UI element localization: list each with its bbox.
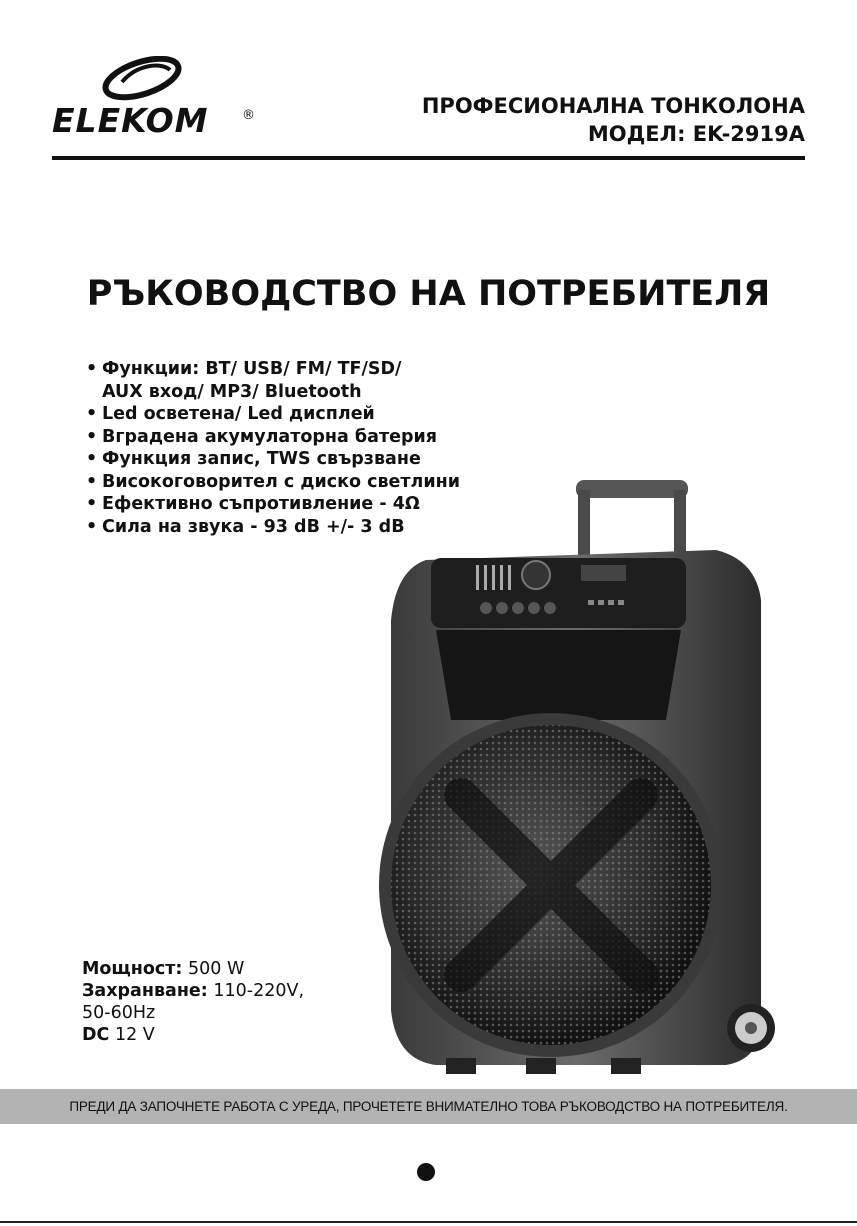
warning-banner: [0, 1089, 857, 1124]
feature-item: • Функции: BT/ USB/ FM/ TF/SD/: [86, 358, 460, 381]
spec-label: DC: [82, 1025, 110, 1045]
spec-value: 50-60Hz: [82, 1003, 156, 1023]
spec-value: 12 V: [114, 1025, 155, 1045]
feature-item: • Сила на звука - 93 dB +/- 3 dB: [86, 516, 460, 539]
control-panel: [431, 558, 686, 628]
feature-item: • Led осветена/ Led дисплей: [86, 403, 460, 426]
registered-mark: ®: [242, 108, 255, 123]
speaker-image: [376, 470, 796, 1080]
product-type: ПРОФЕСИОНАЛНА ТОНКОЛОНА: [421, 94, 805, 118]
header-divider: [52, 156, 805, 160]
specifications: [82, 958, 304, 1046]
page-marker-dot: [417, 1163, 435, 1181]
feature-item: • Функция запис, TWS свързване: [86, 448, 460, 471]
speaker-foot: [526, 1058, 556, 1074]
warning-text: ПРЕДИ ДА ЗАПОЧНЕТЕ РАБОТА С УРЕДА, ПРОЧЕТЕТЕ ВНИМАТЕЛНО ТОВА РЪКОВОДСТВО НА ПОТРЕБИТЕЛЯ.: [69, 1099, 788, 1114]
feature-item: • Ефективно съпротивление - 4Ω: [86, 493, 460, 516]
woofer-grille: [379, 713, 723, 1057]
product-header: [422, 92, 805, 148]
bottom-divider: [0, 1221, 857, 1223]
spec-dc: [82, 1024, 304, 1046]
spec-supply-freq: [82, 1002, 304, 1024]
model-number: МОДЕЛ: EK-2919A: [587, 122, 805, 146]
spec-power: [82, 958, 304, 980]
spec-value: 110-220V,: [213, 981, 305, 1001]
feature-item: • Вградена акумулаторна батерия: [86, 426, 460, 449]
spec-value: 500 W: [188, 959, 245, 979]
logo-wordmark: ELEKOM: [52, 101, 209, 140]
wheel: [727, 1004, 775, 1052]
feature-item: • Високоговорител с диско светлини: [86, 471, 460, 494]
spec-supply: [82, 980, 304, 1002]
speaker-foot: [611, 1058, 641, 1074]
speaker-foot: [446, 1058, 476, 1074]
spec-label: Мощност:: [82, 959, 183, 979]
feature-item-continuation: AUX вход/ MP3/ Bluetooth: [102, 381, 362, 402]
spec-label: Захранване:: [82, 981, 208, 1001]
manual-title: РЪКОВОДСТВО НА ПОТРЕБИТЕЛЯ: [86, 274, 771, 314]
speaker-horn: [436, 630, 681, 720]
elekom-logo: [52, 56, 267, 142]
